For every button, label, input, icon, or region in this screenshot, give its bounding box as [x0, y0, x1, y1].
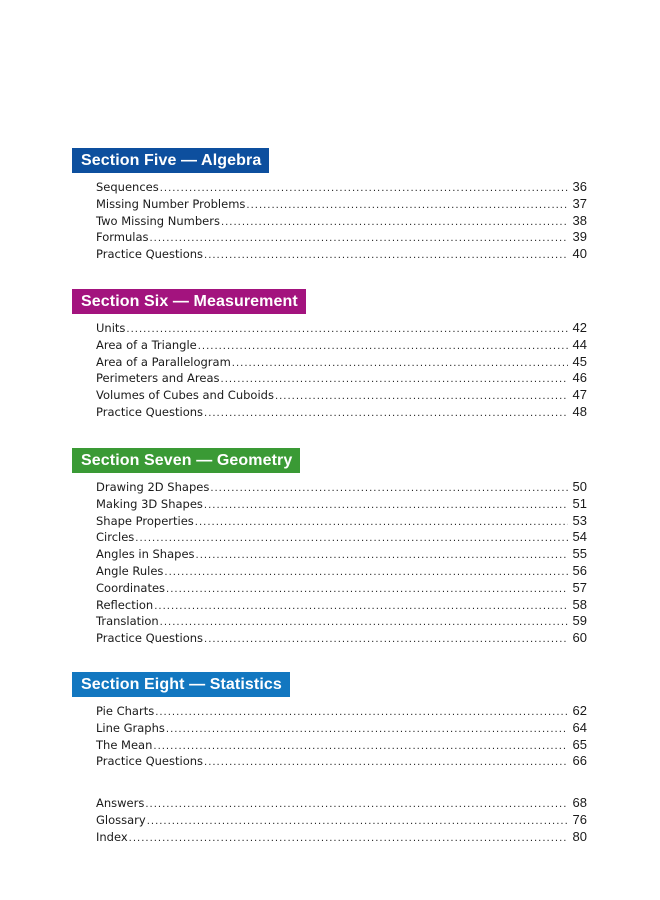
entry-page: 65: [572, 736, 587, 752]
leader-dots: [155, 707, 568, 718]
leader-dots: [246, 200, 568, 211]
entry-title: Glossary: [96, 812, 146, 827]
entry-title: Sequences: [96, 180, 159, 194]
toc-entries: [72, 320, 587, 421]
entry-page: 56: [572, 562, 587, 578]
toc-entry[interactable]: [96, 246, 587, 263]
entry-title: Perimeters and Areas: [96, 371, 220, 386]
entry-page: 64: [572, 719, 587, 735]
entry-page: 47: [572, 387, 587, 403]
entry-page: 48: [572, 403, 587, 419]
leader-dots: [275, 391, 568, 402]
leader-dots: [195, 517, 568, 528]
toc-entries: [72, 795, 587, 845]
entry-title: Index: [96, 829, 128, 844]
section-banner: Section Seven — Geometry: [72, 448, 300, 473]
toc-entry[interactable]: [96, 387, 587, 404]
leader-dots: [160, 617, 568, 628]
toc-entry[interactable]: [96, 737, 587, 754]
entry-page: 58: [572, 596, 587, 612]
entry-title: Two Missing Numbers: [96, 213, 220, 228]
leader-dots: [154, 601, 568, 612]
toc-entry[interactable]: [96, 404, 587, 421]
leader-dots: [147, 816, 568, 827]
entry-title: Practice Questions: [96, 404, 204, 419]
section-banner: Section Six — Measurement: [72, 289, 306, 314]
entry-title: Formulas: [96, 230, 149, 245]
entry-page: 57: [572, 579, 587, 595]
entry-title: Circles: [96, 530, 135, 545]
leader-dots: [198, 341, 568, 352]
back-matter: [72, 795, 587, 845]
entry-title: Shape Properties: [96, 513, 194, 528]
toc-entry[interactable]: [96, 529, 587, 546]
toc-entry[interactable]: [96, 196, 587, 213]
entry-title: Practice Questions: [96, 247, 204, 262]
entry-page: 59: [572, 613, 587, 629]
entry-title: Area of a Triangle: [96, 337, 197, 352]
leader-dots: [232, 358, 568, 369]
entry-title: Angles in Shapes: [96, 547, 195, 562]
entry-title: Angle Rules: [96, 563, 164, 578]
entry-title: Units: [96, 321, 126, 335]
entry-page: 36: [572, 179, 587, 194]
entry-page: 53: [572, 512, 587, 528]
leader-dots: [204, 500, 568, 511]
section-six: [72, 289, 587, 421]
leader-dots: [166, 724, 568, 735]
entry-title: Volumes of Cubes and Cuboids: [96, 388, 274, 403]
toc-entry[interactable]: [96, 479, 587, 496]
leader-dots: [160, 183, 568, 194]
toc-entry[interactable]: [96, 613, 587, 630]
toc-entry[interactable]: [96, 337, 587, 354]
entry-page: 38: [572, 212, 587, 228]
leader-dots: [145, 799, 568, 810]
toc-entry[interactable]: [96, 720, 587, 737]
entry-page: 54: [572, 529, 587, 545]
entry-title: Line Graphs: [96, 720, 165, 735]
entry-page: 40: [572, 246, 587, 262]
toc-entry[interactable]: [96, 546, 587, 563]
entry-page: 39: [572, 229, 587, 245]
section-eight: [72, 672, 587, 770]
entry-title: Translation: [96, 614, 159, 629]
toc-entry[interactable]: [96, 354, 587, 371]
entry-page: 42: [572, 320, 587, 335]
toc-entry[interactable]: [96, 795, 587, 812]
toc-entry[interactable]: [96, 513, 587, 530]
entry-title: Drawing 2D Shapes: [96, 480, 210, 494]
entry-page: 76: [572, 811, 587, 827]
toc-entry[interactable]: [96, 179, 587, 196]
toc-entry[interactable]: [96, 213, 587, 230]
entry-title: Coordinates: [96, 580, 166, 595]
entry-page: 66: [572, 753, 587, 769]
leader-dots: [166, 584, 568, 595]
entry-page: 37: [572, 195, 587, 211]
leader-dots: [204, 250, 568, 261]
toc-entry[interactable]: [96, 597, 587, 614]
section-five: [72, 148, 587, 263]
toc-entry[interactable]: [96, 630, 587, 647]
entry-title: Missing Number Problems: [96, 196, 246, 211]
leader-dots: [204, 634, 568, 645]
leader-dots: [164, 567, 568, 578]
leader-dots: [129, 833, 568, 844]
leader-dots: [126, 324, 568, 335]
leader-dots: [221, 374, 568, 385]
entry-title: Area of a Parallelogram: [96, 354, 231, 369]
leader-dots: [135, 533, 568, 544]
toc-entry[interactable]: [96, 753, 587, 770]
entry-page: 68: [572, 795, 587, 810]
entry-title: Making 3D Shapes: [96, 496, 203, 511]
toc-entry[interactable]: [96, 320, 587, 337]
toc-entries: [72, 179, 587, 263]
section-banner: Section Eight — Statistics: [72, 672, 290, 697]
toc-entry[interactable]: [96, 229, 587, 246]
entry-title: Answers: [96, 796, 145, 810]
section-seven: [72, 448, 587, 647]
toc-entries: [72, 479, 587, 647]
toc-entry[interactable]: [96, 812, 587, 829]
section-banner: Section Five — Algebra: [72, 148, 269, 173]
entry-title: The Mean: [96, 737, 153, 752]
entry-title: Practice Questions: [96, 754, 204, 769]
leader-dots: [221, 217, 568, 228]
entry-page: 60: [572, 630, 587, 646]
toc-entry[interactable]: [96, 580, 587, 597]
entry-title: Reflection: [96, 597, 154, 612]
toc-entry[interactable]: [96, 829, 587, 846]
toc-entries: [72, 703, 587, 770]
leader-dots: [153, 741, 568, 752]
toc-entry[interactable]: [96, 563, 587, 580]
entry-page: 45: [572, 353, 587, 369]
entry-page: 44: [572, 336, 587, 352]
leader-dots: [150, 233, 569, 244]
leader-dots: [204, 408, 568, 419]
entry-page: 51: [572, 495, 587, 511]
toc-entry[interactable]: [96, 370, 587, 387]
leader-dots: [210, 483, 568, 494]
entry-page: 62: [572, 703, 587, 718]
entry-title: Practice Questions: [96, 631, 204, 646]
entry-page: 55: [572, 546, 587, 562]
leader-dots: [204, 757, 568, 768]
leader-dots: [196, 550, 568, 561]
entry-page: 80: [572, 828, 587, 844]
entry-page: 46: [572, 370, 587, 386]
entry-page: 50: [572, 479, 587, 494]
toc-entry[interactable]: [96, 703, 587, 720]
entry-title: Pie Charts: [96, 704, 155, 718]
toc-entry[interactable]: [96, 496, 587, 513]
